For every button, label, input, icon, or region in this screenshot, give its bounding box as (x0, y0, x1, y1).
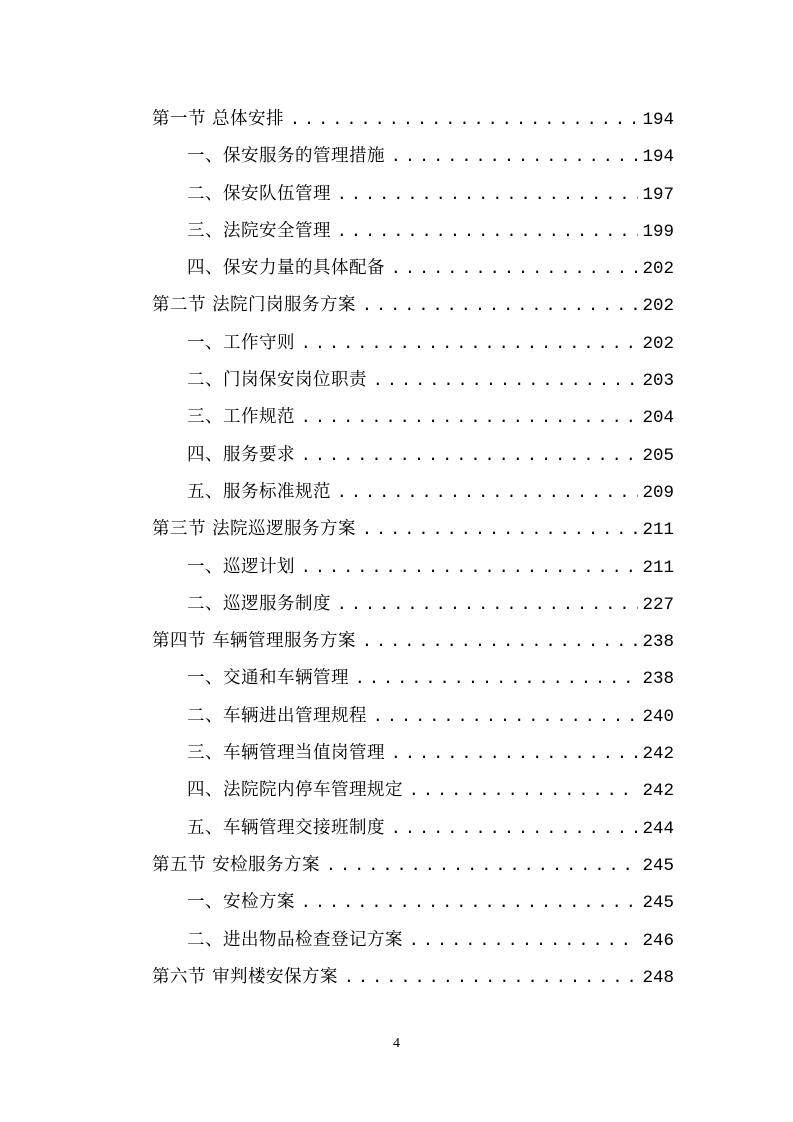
toc-entry-title: 二、车辆进出管理规程 (187, 705, 367, 726)
toc-entry-page: 202 (642, 259, 674, 280)
toc-dot-leader (301, 324, 638, 361)
toc-section-entry[interactable] (152, 846, 674, 883)
toc-entry-page: 244 (642, 818, 674, 839)
toc-subsection-entry[interactable] (152, 212, 674, 249)
toc-entry-title: 三、工作规范 (187, 407, 295, 428)
toc-section-entry[interactable] (152, 100, 674, 137)
toc-entry-page: 248 (642, 967, 674, 988)
toc-section-entry[interactable] (152, 958, 674, 995)
toc-subsection-entry[interactable] (152, 249, 674, 286)
toc-entry-page: 242 (642, 781, 674, 802)
toc-entry-title: 四、保安力量的具体配备 (187, 258, 385, 279)
toc-dot-leader (337, 212, 638, 249)
toc-subsection-entry[interactable] (152, 436, 674, 473)
toc-entry-title: 二、巡逻服务制度 (187, 593, 331, 614)
toc-subsection-entry[interactable] (152, 361, 674, 398)
toc-dot-leader (337, 585, 638, 622)
toc-entry-title: 第一节 总体安排 (152, 109, 285, 129)
toc-section-entry[interactable] (152, 510, 674, 547)
toc-dot-leader (301, 548, 638, 585)
page-number: 4 (393, 1036, 400, 1051)
toc-entry-title: 一、巡逻计划 (187, 556, 295, 577)
toc-entry-title: 一、安检方案 (187, 892, 295, 913)
toc-entry-title: 二、门岗保安岗位职责 (187, 370, 367, 391)
toc-entry-page: 245 (642, 893, 674, 914)
toc-subsection-entry[interactable] (152, 734, 674, 771)
toc-dot-leader (301, 398, 638, 435)
toc-entry-page: 199 (642, 221, 674, 242)
toc-dot-leader (301, 436, 638, 473)
toc-section-entry[interactable] (152, 286, 674, 323)
toc-dot-leader (391, 809, 638, 846)
toc-subsection-entry[interactable] (152, 659, 674, 696)
toc-subsection-entry[interactable] (152, 324, 674, 361)
toc-entry-title: 一、交通和车辆管理 (187, 668, 349, 689)
toc-entry-page: 194 (642, 110, 674, 130)
toc-entry-title: 第五节 安检服务方案 (152, 854, 321, 875)
toc-section-entry[interactable] (152, 622, 674, 659)
toc-dot-leader (301, 883, 638, 920)
toc-subsection-entry[interactable] (152, 771, 674, 808)
toc-entry-page: 240 (642, 706, 674, 727)
toc-entry-title: 二、保安队伍管理 (187, 183, 331, 204)
toc-entry-page: 209 (642, 482, 674, 503)
toc-entry-page: 211 (642, 520, 674, 541)
toc-entry-title: 一、保安服务的管理措施 (187, 146, 385, 167)
toc-entry-title: 第六节 审判楼安保方案 (152, 966, 339, 987)
toc-entry-page: 238 (642, 669, 674, 690)
toc-entry-title: 五、车辆管理交接班制度 (187, 817, 385, 838)
toc-entry-page: 202 (642, 333, 674, 354)
toc-entry-page: 202 (642, 296, 674, 317)
toc-subsection-entry[interactable] (152, 697, 674, 734)
toc-dot-leader (337, 175, 638, 212)
toc-subsection-entry[interactable] (152, 137, 674, 174)
toc-entry-page: 246 (642, 930, 674, 951)
toc-subsection-entry[interactable] (152, 473, 674, 510)
toc-entry-page: 194 (642, 147, 674, 168)
toc-dot-leader (391, 249, 638, 286)
toc-entry-title: 第四节 车辆管理服务方案 (152, 631, 357, 652)
toc-entry-page: 204 (642, 408, 674, 429)
toc-entry-title: 四、服务要求 (187, 444, 295, 465)
toc-dot-leader (409, 771, 638, 808)
toc-dot-leader (362, 510, 638, 547)
toc-entry-page: 203 (642, 371, 674, 392)
toc-dot-leader (373, 361, 638, 398)
toc-subsection-entry[interactable] (152, 398, 674, 435)
toc-entry-title: 三、法院安全管理 (187, 220, 331, 241)
toc-entry-page: 227 (642, 594, 674, 615)
toc-dot-leader (344, 958, 638, 995)
toc-entry-title: 三、车辆管理当值岗管理 (187, 743, 385, 764)
toc-dot-leader (391, 734, 638, 771)
toc-entry-page: 242 (642, 744, 674, 765)
toc-subsection-entry[interactable] (152, 585, 674, 622)
toc-dot-leader (362, 286, 638, 323)
toc-dot-leader (409, 921, 638, 958)
toc-entry-title: 五、服务标准规范 (187, 481, 331, 502)
toc-entry-page: 245 (642, 855, 674, 876)
toc-entry-page: 238 (642, 632, 674, 653)
toc-dot-leader (326, 846, 638, 883)
toc-dot-leader (373, 697, 638, 734)
toc-dot-leader (355, 659, 638, 696)
toc-entry-page: 205 (642, 445, 674, 466)
toc-subsection-entry[interactable] (152, 548, 674, 585)
toc-entry-title: 一、工作守则 (187, 332, 295, 353)
toc-dot-leader (290, 100, 638, 137)
toc-dot-leader (337, 473, 638, 510)
toc-dot-leader (362, 622, 638, 659)
toc-entry-title: 二、进出物品检查登记方案 (187, 929, 403, 950)
toc-subsection-entry[interactable] (152, 883, 674, 920)
toc-subsection-entry[interactable] (152, 175, 674, 212)
toc-entry-title: 第三节 法院巡逻服务方案 (152, 519, 357, 540)
toc-entry-page: 211 (642, 557, 674, 578)
toc-subsection-entry[interactable] (152, 809, 674, 846)
toc-entry-title: 第二节 法院门岗服务方案 (152, 295, 357, 316)
table-of-contents (152, 100, 674, 995)
toc-subsection-entry[interactable] (152, 921, 674, 958)
toc-entry-page: 197 (642, 184, 674, 205)
toc-dot-leader (391, 137, 638, 174)
toc-entry-title: 四、法院院内停车管理规定 (187, 780, 403, 801)
